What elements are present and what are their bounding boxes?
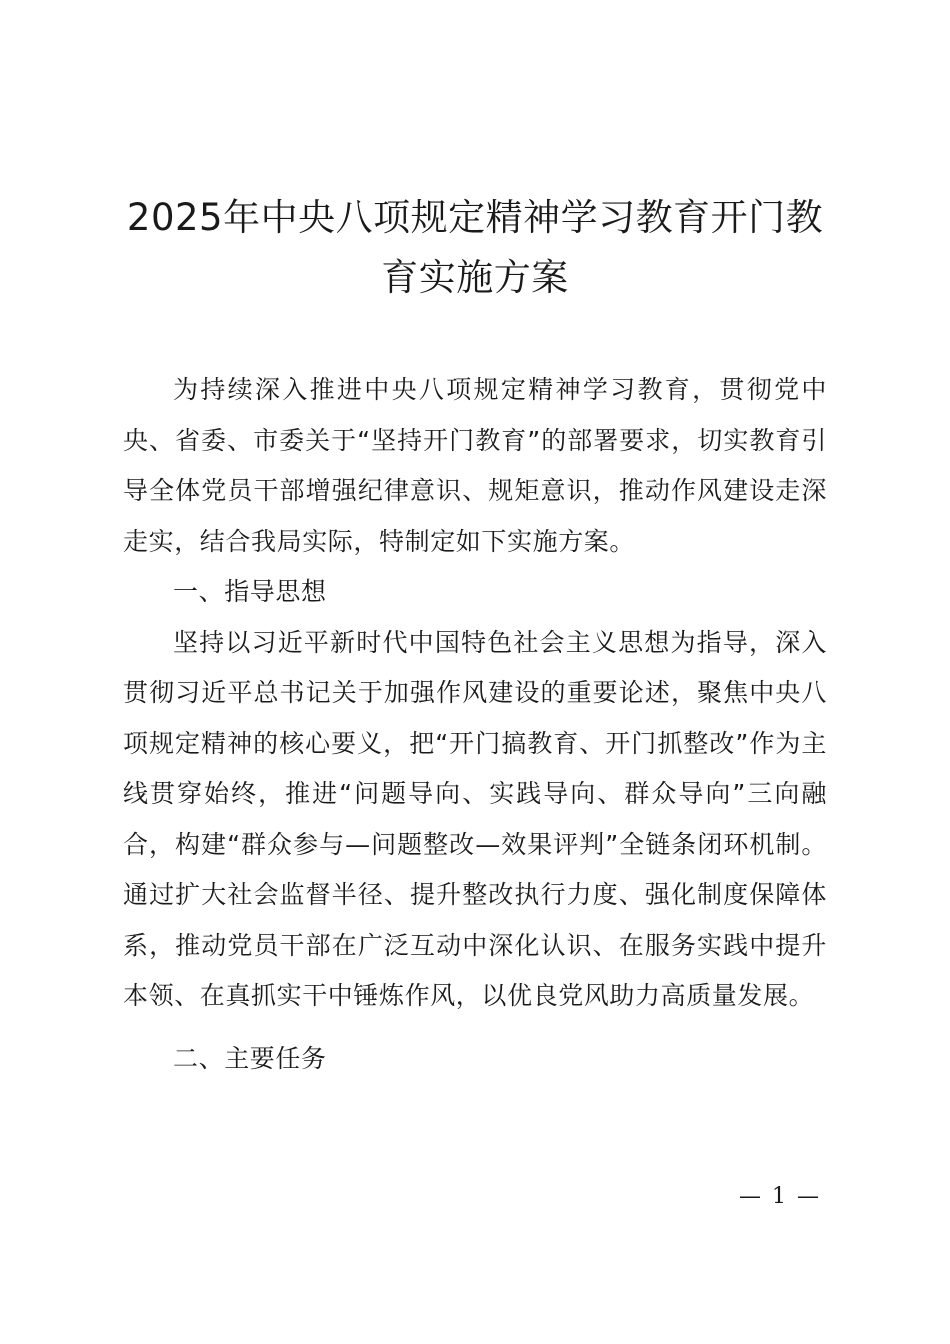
section-heading-main-tasks: 二、主要任务 — [173, 1043, 327, 1073]
document-body — [123, 365, 827, 1084]
document-title: 2025年中央八项规定精神学习教育开门教育实施方案 — [126, 196, 824, 299]
page-number: — 1 — — [739, 1184, 821, 1209]
intro-paragraph: 为持续深入推进中央八项规定精神学习教育，贯彻党中央、省委、市委关于“坚持开门教育”的部署要求，切实教育引导全体党员干部增强纪律意识、规矩意识，推动作风建设走深走实，结合我局实际，特制定如下实施方案。 — [123, 375, 827, 556]
section-heading-guiding-ideology: 一、指导思想 — [173, 577, 327, 606]
guiding-ideology-paragraph: 坚持以习近平新时代中国特色社会主义思想为指导，深入贯彻习近平总书记关于加强作风建设的重要论述，聚焦中央八项规定精神的核心要义，把“开门搞教育、开门抓整改”作为主线贯穿始终，推进“问题导向、实践导向、群众导向”三向融合，构建“群众参与—问题整改—效果评判”全链条闭环机制。通过扩大社会监督半径、提升整改执行力度、强化制度保障体系，推动党员干部在广泛互动中深化认识、在服务实践中提升本领、在真抓实干中锤炼作风，以优良党风助力高质量发展。 — [123, 627, 827, 1010]
